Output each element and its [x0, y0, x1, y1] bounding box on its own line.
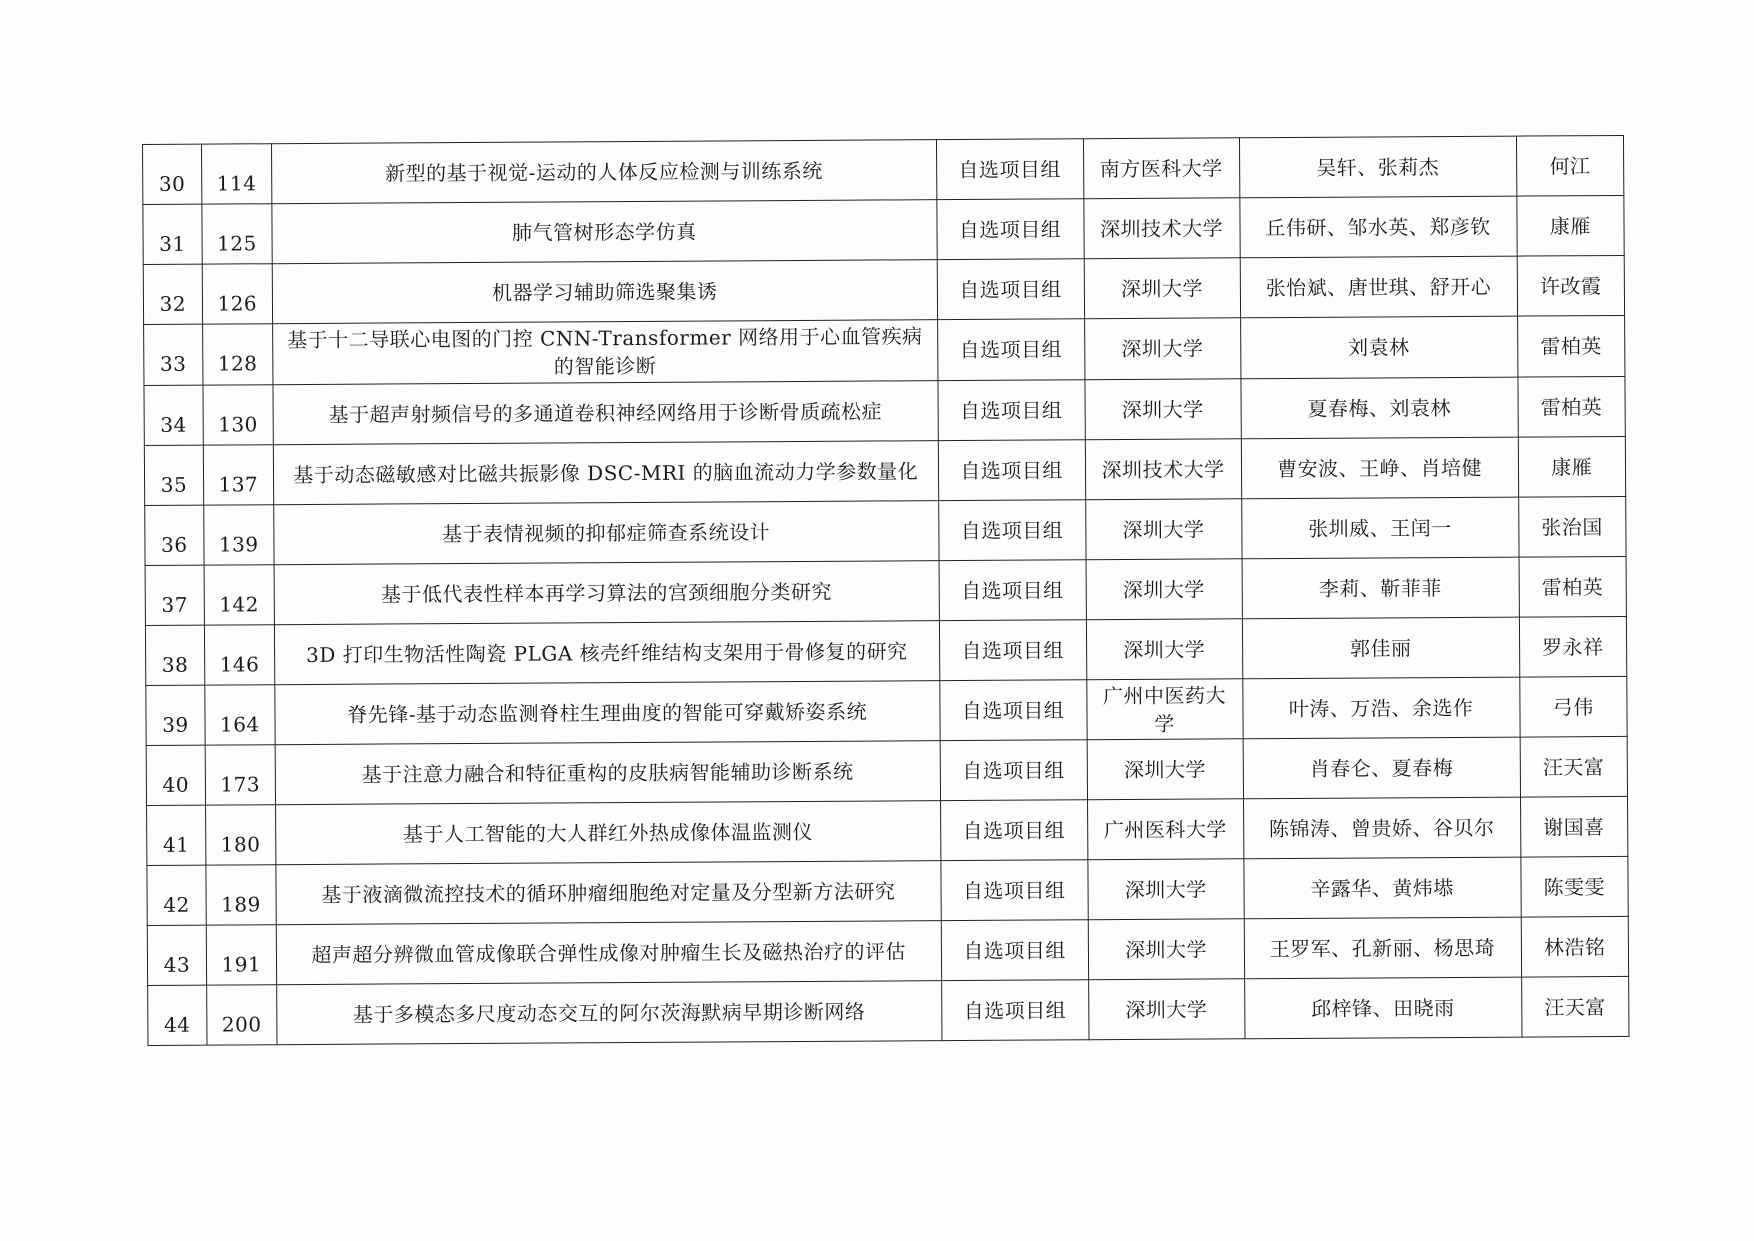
table-row — [143, 195, 1624, 264]
row-members: 吴轩、张莉杰 — [1239, 136, 1516, 198]
row-school: 深圳大学 — [1086, 619, 1242, 680]
row-group: 自选项目组 — [941, 980, 1088, 1041]
row-members: 王罗军、孔新丽、杨思琦 — [1244, 917, 1521, 979]
row-id: 191 — [206, 925, 276, 985]
row-title: 基于多模态多尺度动态交互的阿尔茨海默病早期诊断网络 — [276, 981, 941, 1045]
row-seq: 41 — [147, 805, 206, 865]
row-group: 自选项目组 — [939, 680, 1086, 741]
row-school: 深圳技术大学 — [1083, 198, 1239, 259]
row-title: 超声超分辨微血管成像联合弹性成像对肿瘤生长及磁热治疗的评估 — [276, 921, 941, 985]
table-row — [146, 736, 1627, 805]
row-advisor: 雷柏英 — [1517, 315, 1625, 377]
table-row — [146, 676, 1627, 745]
row-members: 辛露华、黄炜塨 — [1243, 857, 1520, 919]
row-seq: 40 — [146, 745, 205, 805]
row-advisor: 谢国喜 — [1520, 796, 1628, 857]
row-members: 曹安波、王峥、肖培健 — [1241, 437, 1518, 499]
row-school: 深圳大学 — [1088, 919, 1244, 980]
row-id: 146 — [204, 625, 274, 685]
row-members: 陈锦涛、曾贵娇、谷贝尔 — [1243, 797, 1520, 859]
row-advisor: 张治国 — [1518, 496, 1626, 557]
row-advisor: 许改霞 — [1517, 255, 1625, 316]
row-seq: 43 — [147, 925, 206, 985]
row-id: 180 — [205, 805, 275, 865]
table-row — [144, 315, 1625, 385]
project-table — [142, 135, 1629, 1046]
row-seq: 44 — [148, 985, 207, 1045]
table-row — [143, 255, 1624, 324]
row-advisor: 陈雯雯 — [1520, 856, 1628, 917]
row-seq: 38 — [145, 625, 204, 685]
row-seq: 36 — [145, 505, 204, 565]
row-advisor: 何江 — [1516, 135, 1624, 196]
row-seq: 35 — [144, 445, 203, 505]
row-school: 深圳大学 — [1084, 258, 1240, 319]
row-school: 深圳大学 — [1087, 859, 1243, 920]
row-seq: 37 — [145, 565, 204, 625]
row-members: 夏春梅、刘袁林 — [1241, 377, 1518, 439]
row-school: 广州医科大学 — [1087, 799, 1243, 860]
row-group: 自选项目组 — [936, 139, 1083, 200]
row-title: 基于表情视频的抑郁症筛查系统设计 — [274, 501, 939, 565]
row-id: 130 — [203, 385, 273, 445]
row-school: 深圳大学 — [1084, 318, 1240, 380]
row-advisor: 雷柏英 — [1517, 376, 1625, 437]
row-title: 脊先锋-基于动态监测脊柱生理曲度的智能可穿戴矫姿系统 — [275, 681, 940, 745]
row-school: 南方医科大学 — [1083, 138, 1239, 199]
row-title: 基于低代表性样本再学习算法的宫颈细胞分类研究 — [274, 561, 939, 625]
row-members: 丘伟研、邹水英、郑彦钦 — [1239, 196, 1516, 258]
row-school: 深圳大学 — [1087, 739, 1243, 800]
row-id: 164 — [205, 685, 275, 745]
row-title: 肺气管树形态学仿真 — [272, 200, 937, 264]
row-members: 张怡斌、唐世琪、舒开心 — [1240, 256, 1517, 318]
row-title: 新型的基于视觉-运动的人体反应检测与训练系统 — [271, 140, 936, 204]
table-row — [144, 376, 1625, 445]
row-title: 3D 打印生物活性陶瓷 PLGA 核壳纤维结构支架用于骨修复的研究 — [274, 621, 939, 685]
row-title: 基于人工智能的大人群红外热成像体温监测仪 — [275, 801, 940, 865]
table-body — [143, 135, 1629, 1045]
row-school: 深圳大学 — [1085, 499, 1241, 560]
table-row — [147, 856, 1628, 925]
row-group: 自选项目组 — [938, 440, 1085, 501]
row-id: 142 — [204, 565, 274, 625]
row-id: 128 — [202, 324, 272, 385]
row-group: 自选项目组 — [941, 920, 1088, 981]
row-group: 自选项目组 — [936, 199, 1083, 260]
row-id: 114 — [201, 144, 271, 204]
table-row — [147, 916, 1628, 985]
row-seq: 34 — [144, 385, 203, 445]
row-group: 自选项目组 — [939, 620, 1086, 681]
row-id: 139 — [203, 505, 273, 565]
row-group: 自选项目组 — [939, 560, 1086, 621]
row-members: 肖春仑、夏春梅 — [1243, 737, 1520, 799]
row-advisor: 罗永祥 — [1519, 616, 1627, 677]
row-members: 叶涛、万浩、余选作 — [1242, 677, 1519, 739]
row-school: 深圳技术大学 — [1085, 439, 1241, 500]
row-title: 机器学习辅助筛选聚集诱 — [272, 260, 937, 324]
row-members: 张圳威、王闰一 — [1241, 497, 1518, 559]
row-members: 李莉、靳菲菲 — [1242, 557, 1519, 619]
row-group: 自选项目组 — [938, 500, 1085, 561]
row-title: 基于注意力融合和特征重构的皮肤病智能辅助诊断系统 — [275, 741, 940, 805]
row-school: 深圳大学 — [1085, 379, 1241, 440]
row-seq: 39 — [146, 685, 205, 745]
row-id: 125 — [202, 204, 272, 264]
row-title: 基于超声射频信号的多通道卷积神经网络用于诊断骨质疏松症 — [273, 381, 938, 445]
row-group: 自选项目组 — [938, 380, 1085, 441]
row-school: 深圳大学 — [1086, 559, 1242, 620]
row-id: 173 — [205, 745, 275, 805]
row-group: 自选项目组 — [937, 319, 1084, 381]
row-id: 137 — [203, 445, 273, 505]
row-group: 自选项目组 — [941, 860, 1088, 921]
row-seq: 31 — [143, 204, 202, 264]
row-group: 自选项目组 — [937, 259, 1084, 320]
table-row — [145, 556, 1626, 625]
row-seq: 42 — [147, 865, 206, 925]
row-members: 刘袁林 — [1240, 316, 1517, 379]
row-group: 自选项目组 — [940, 800, 1087, 861]
table-row — [147, 796, 1628, 865]
row-title: 基于十二导联心电图的门控 CNN-Transformer 网络用于心血管疾病的智能诊断 — [272, 320, 937, 385]
row-advisor: 康雁 — [1518, 436, 1626, 497]
table-row — [144, 436, 1625, 505]
row-seq: 33 — [144, 324, 203, 385]
table-row — [145, 496, 1626, 565]
row-advisor: 林浩铭 — [1521, 916, 1629, 977]
row-advisor: 汪天富 — [1521, 976, 1629, 1037]
row-seq: 30 — [143, 144, 202, 204]
row-advisor: 雷柏英 — [1519, 556, 1627, 617]
row-members: 邱梓锋、田晓雨 — [1244, 977, 1521, 1039]
row-id: 189 — [206, 865, 276, 925]
row-id: 200 — [206, 985, 276, 1045]
table-row — [148, 976, 1629, 1045]
row-members: 郭佳丽 — [1242, 617, 1519, 679]
row-advisor: 康雁 — [1516, 195, 1624, 256]
row-title: 基于液滴微流控技术的循环肿瘤细胞绝对定量及分型新方法研究 — [276, 861, 941, 925]
row-advisor: 汪天富 — [1520, 736, 1628, 797]
row-advisor: 弓伟 — [1519, 676, 1627, 737]
row-school: 广州中医药大学 — [1086, 679, 1242, 740]
table-row — [145, 616, 1626, 685]
row-id: 126 — [202, 264, 272, 324]
row-group: 自选项目组 — [940, 740, 1087, 801]
table-row — [143, 135, 1624, 204]
row-title: 基于动态磁敏感对比磁共振影像 DSC-MRI 的脑血流动力学参数量化 — [273, 441, 938, 505]
row-school: 深圳大学 — [1088, 979, 1244, 1040]
row-seq: 32 — [143, 264, 202, 324]
